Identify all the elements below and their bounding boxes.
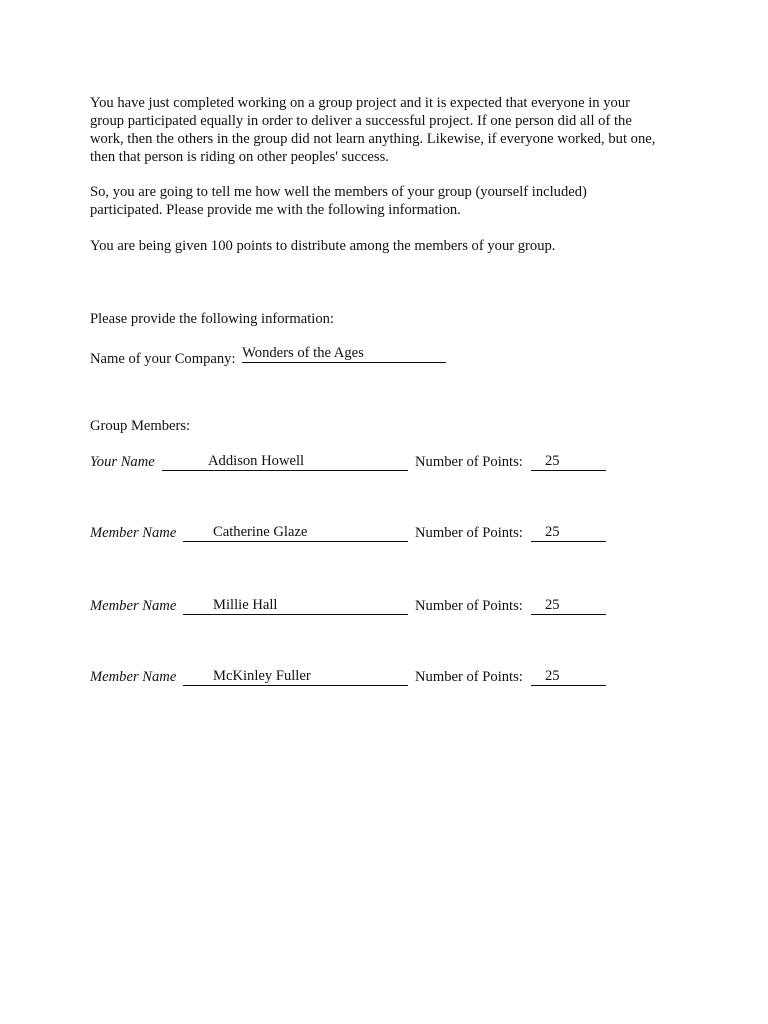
intro-paragraph-2-line: So, you are going to tell me how well the members of your group (yourself included): [90, 184, 587, 200]
member-name-value: McKinley Fuller: [213, 668, 311, 684]
member-name-value: Millie Hall: [213, 597, 278, 613]
points-distribution-note: You are being given 100 points to distribute among the members of your group.: [90, 238, 556, 254]
member-row: [90, 668, 650, 686]
member-label: Your Name: [90, 454, 155, 470]
member-row: [90, 597, 650, 615]
member-label: Member Name: [90, 669, 177, 685]
points-field[interactable]: [531, 597, 606, 615]
intro-paragraph-1: [90, 94, 690, 166]
intro-paragraph-1-line: then that person is riding on other peoples' success.: [90, 149, 389, 165]
points-label: Number of Points:: [415, 454, 523, 470]
member-row: [90, 524, 650, 542]
company-row: [90, 345, 446, 368]
points-value: 25: [545, 597, 560, 613]
points-value: 25: [545, 453, 560, 469]
member-name-field[interactable]: [162, 453, 408, 471]
member-name-field[interactable]: [183, 597, 408, 615]
form-instruction: Please provide the following information:: [90, 311, 334, 327]
member-label: Member Name: [90, 525, 177, 541]
member-label: Member Name: [90, 598, 177, 614]
points-label: Number of Points:: [415, 669, 523, 685]
intro-paragraph-1-line: work, then the others in the group did not learn anything. Likewise, if everyone worked, but one,: [90, 131, 656, 147]
member-name-value: Catherine Glaze: [213, 524, 308, 540]
points-field[interactable]: [531, 453, 606, 471]
group-members-heading: Group Members:: [90, 418, 191, 434]
intro-paragraph-3: [90, 237, 690, 255]
intro-paragraph-2-line: participated. Please provide me with the following information.: [90, 202, 461, 218]
points-value: 25: [545, 668, 560, 684]
member-row: [90, 453, 650, 471]
member-name-value: Addison Howell: [208, 453, 305, 469]
points-label: Number of Points:: [415, 525, 523, 541]
company-name-value: Wonders of the Ages: [242, 345, 364, 361]
points-value: 25: [545, 524, 560, 540]
points-field[interactable]: [531, 668, 606, 686]
intro-paragraph-1-line: You have just completed working on a group project and it is expected that everyone in your: [90, 95, 630, 111]
points-field[interactable]: [531, 524, 606, 542]
intro-paragraph-2: [90, 183, 690, 219]
intro-paragraph-1-line: group participated equally in order to deliver a successful project. If one person did all of the: [90, 113, 632, 129]
company-label: Name of your Company:: [90, 351, 236, 367]
company-name-field[interactable]: [242, 345, 446, 363]
member-name-field[interactable]: [183, 668, 408, 686]
points-label: Number of Points:: [415, 598, 523, 614]
member-name-field[interactable]: [183, 524, 408, 542]
